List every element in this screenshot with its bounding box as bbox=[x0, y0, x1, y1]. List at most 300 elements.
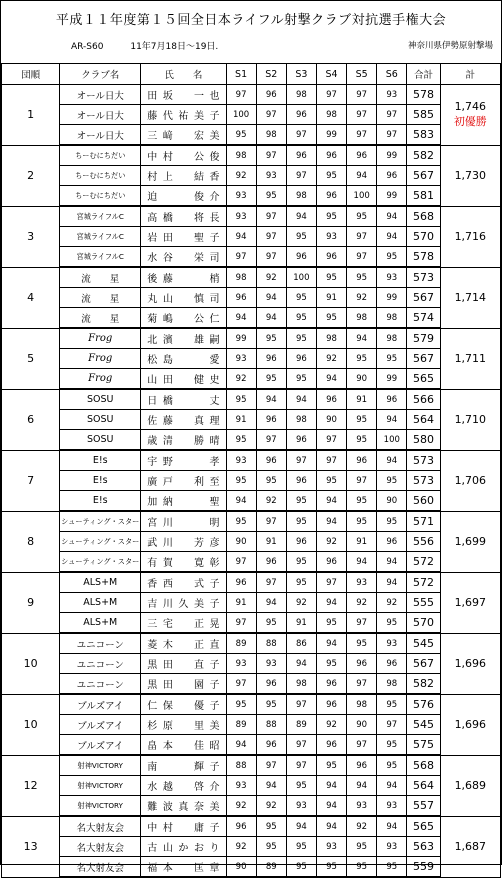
series-score: 92 bbox=[256, 796, 286, 817]
shooter-name: 杉原 里美 bbox=[141, 715, 226, 735]
series-score: 93 bbox=[377, 633, 407, 654]
club-name: 射神VICTORY bbox=[60, 776, 141, 796]
series-score: 97 bbox=[256, 572, 286, 593]
series-score: 96 bbox=[316, 735, 346, 756]
series-score: 91 bbox=[286, 613, 316, 634]
series-score: 95 bbox=[377, 511, 407, 532]
series-score: 97 bbox=[316, 430, 346, 451]
series-score: 91 bbox=[347, 389, 377, 410]
page-title: 平成１１年度第１５回全日本ライフル射撃クラブ対抗選手権大会 bbox=[55, 13, 447, 28]
shooter-total: 570 bbox=[407, 227, 440, 247]
shooter-name: 黒田 直子 bbox=[141, 654, 226, 674]
team-total-cell bbox=[440, 633, 500, 694]
table-row bbox=[2, 613, 501, 634]
series-score: 94 bbox=[286, 654, 316, 674]
series-score: 92 bbox=[226, 837, 256, 857]
series-score: 95 bbox=[226, 125, 256, 146]
shooter-name: 中村 公俊 bbox=[141, 145, 226, 166]
series-score: 96 bbox=[256, 410, 286, 430]
series-score: 95 bbox=[316, 308, 346, 329]
series-score: 96 bbox=[286, 532, 316, 552]
series-score: 95 bbox=[256, 471, 286, 491]
shooter-total: 557 bbox=[407, 796, 440, 817]
team-rank: 1 bbox=[2, 85, 60, 146]
shooter-name: 村上 結香 bbox=[141, 166, 226, 186]
series-score: 93 bbox=[286, 796, 316, 817]
club-name: ユニコーン bbox=[60, 654, 141, 674]
series-score: 93 bbox=[226, 654, 256, 674]
series-score: 96 bbox=[316, 694, 346, 715]
series-score: 97 bbox=[347, 613, 377, 634]
table-row bbox=[2, 450, 501, 471]
series-score: 91 bbox=[347, 532, 377, 552]
table-row bbox=[2, 410, 501, 430]
club-name: 流 星 bbox=[60, 288, 141, 308]
col-header: S6 bbox=[377, 64, 407, 85]
club-name: Frog bbox=[60, 369, 141, 390]
series-score: 97 bbox=[377, 125, 407, 146]
series-score: 98 bbox=[377, 328, 407, 349]
shooter-name: 古山かおり bbox=[141, 837, 226, 857]
series-score: 96 bbox=[316, 674, 346, 695]
series-score: 95 bbox=[256, 837, 286, 857]
series-score: 97 bbox=[316, 572, 346, 593]
shooter-name: 北濱 雄嗣 bbox=[141, 328, 226, 349]
series-score: 94 bbox=[377, 572, 407, 593]
series-score: 92 bbox=[347, 816, 377, 837]
team-rank: 8 bbox=[2, 511, 60, 572]
shooter-total: 565 bbox=[407, 816, 440, 837]
shooter-name: 水谷 栄司 bbox=[141, 247, 226, 268]
first-win-note: 初優勝 bbox=[453, 115, 487, 129]
shooter-name: 宮川 明 bbox=[141, 511, 226, 532]
series-score: 100 bbox=[226, 105, 256, 125]
shooter-total: 564 bbox=[407, 410, 440, 430]
series-score: 92 bbox=[377, 593, 407, 613]
series-score: 99 bbox=[316, 125, 346, 146]
series-score: 94 bbox=[377, 410, 407, 430]
series-score: 99 bbox=[377, 288, 407, 308]
team-total: 1,730 bbox=[454, 169, 487, 182]
series-score: 93 bbox=[226, 776, 256, 796]
club-name: E!s bbox=[60, 450, 141, 471]
series-score: 97 bbox=[256, 227, 286, 247]
series-score: 95 bbox=[316, 471, 346, 491]
shooter-total: 580 bbox=[407, 430, 440, 451]
shooter-total: 578 bbox=[407, 247, 440, 268]
shooter-name: 山田 健史 bbox=[141, 369, 226, 390]
club-name: オール日大 bbox=[60, 125, 141, 146]
col-header: S3 bbox=[286, 64, 316, 85]
series-score: 98 bbox=[377, 674, 407, 695]
series-score: 97 bbox=[226, 247, 256, 268]
shooter-name: 菱木 正直 bbox=[141, 633, 226, 654]
series-score: 98 bbox=[347, 694, 377, 715]
series-score: 93 bbox=[226, 206, 256, 227]
table-row bbox=[2, 552, 501, 573]
table-row bbox=[2, 837, 501, 857]
series-score: 93 bbox=[377, 796, 407, 817]
series-score: 96 bbox=[347, 654, 377, 674]
table-row bbox=[2, 593, 501, 613]
club-name: Frog bbox=[60, 349, 141, 369]
shooter-total: 568 bbox=[407, 206, 440, 227]
event-info bbox=[71, 39, 218, 52]
col-header: S5 bbox=[347, 64, 377, 85]
series-score: 95 bbox=[347, 267, 377, 288]
club-name: ALS+M bbox=[60, 572, 141, 593]
table-row bbox=[2, 328, 501, 349]
series-score: 93 bbox=[226, 186, 256, 207]
series-score: 93 bbox=[347, 796, 377, 817]
series-score: 95 bbox=[226, 511, 256, 532]
series-score: 94 bbox=[316, 796, 346, 817]
club-name: E!s bbox=[60, 491, 141, 512]
series-score: 95 bbox=[377, 247, 407, 268]
shooter-name: 日橋 丈 bbox=[141, 389, 226, 410]
series-score: 95 bbox=[347, 410, 377, 430]
shooter-total: 582 bbox=[407, 145, 440, 166]
series-score: 98 bbox=[256, 125, 286, 146]
club-name: E!s bbox=[60, 471, 141, 491]
series-score: 94 bbox=[347, 328, 377, 349]
club-name: 名大射友会 bbox=[60, 857, 141, 878]
series-score: 91 bbox=[226, 593, 256, 613]
club-name: SOSU bbox=[60, 389, 141, 410]
series-score: 96 bbox=[286, 247, 316, 268]
club-name: ブルズアイ bbox=[60, 715, 141, 735]
series-score: 99 bbox=[377, 369, 407, 390]
series-score: 90 bbox=[316, 410, 346, 430]
shooter-name: 黒田 園子 bbox=[141, 674, 226, 695]
shooter-total: 574 bbox=[407, 308, 440, 329]
club-name: 宮城ライフルC bbox=[60, 247, 141, 268]
club-name: Frog bbox=[60, 328, 141, 349]
shooter-name: 田坂 一也 bbox=[141, 85, 226, 105]
table-row bbox=[2, 674, 501, 695]
series-score: 98 bbox=[316, 328, 346, 349]
team-rank: 9 bbox=[2, 572, 60, 633]
table-row bbox=[2, 389, 501, 410]
club-name: ブルズアイ bbox=[60, 694, 141, 715]
series-score: 95 bbox=[226, 471, 256, 491]
shooter-name: 藤代祐美子 bbox=[141, 105, 226, 125]
series-score: 93 bbox=[316, 227, 346, 247]
series-score: 98 bbox=[286, 410, 316, 430]
table-row bbox=[2, 857, 501, 878]
series-score: 92 bbox=[316, 349, 346, 369]
club-name: オール日大 bbox=[60, 105, 141, 125]
series-score: 96 bbox=[286, 145, 316, 166]
table-row bbox=[2, 125, 501, 146]
series-score: 97 bbox=[226, 613, 256, 634]
series-score: 92 bbox=[226, 166, 256, 186]
series-score: 96 bbox=[316, 389, 346, 410]
table-row bbox=[2, 288, 501, 308]
shooter-total: 571 bbox=[407, 511, 440, 532]
series-score: 94 bbox=[377, 776, 407, 796]
table-row bbox=[2, 816, 501, 837]
series-score: 92 bbox=[226, 369, 256, 390]
shooter-name: 加納 聖 bbox=[141, 491, 226, 512]
table-row bbox=[2, 145, 501, 166]
series-score: 95 bbox=[286, 491, 316, 512]
table-row bbox=[2, 491, 501, 512]
series-score: 90 bbox=[377, 491, 407, 512]
shooter-name: 福本 匡章 bbox=[141, 857, 226, 878]
shooter-total: 582 bbox=[407, 674, 440, 695]
series-score: 92 bbox=[316, 532, 346, 552]
club-name: シューティング・スター bbox=[60, 511, 141, 532]
series-score: 95 bbox=[347, 349, 377, 369]
series-score: 96 bbox=[377, 389, 407, 410]
col-header: 計 bbox=[440, 64, 500, 85]
series-score: 94 bbox=[347, 166, 377, 186]
club-name: 宮城ライフルC bbox=[60, 206, 141, 227]
series-score: 98 bbox=[226, 267, 256, 288]
series-score: 95 bbox=[377, 735, 407, 756]
shooter-name: 吉川久美子 bbox=[141, 593, 226, 613]
club-name: 宮城ライフルC bbox=[60, 227, 141, 247]
series-score: 97 bbox=[226, 552, 256, 573]
event-code: AR-S60 bbox=[71, 42, 104, 52]
table-row bbox=[2, 308, 501, 329]
series-score: 97 bbox=[256, 247, 286, 268]
col-header: S1 bbox=[226, 64, 256, 85]
series-score: 94 bbox=[316, 491, 346, 512]
team-rank: 12 bbox=[2, 755, 60, 816]
series-score: 95 bbox=[347, 491, 377, 512]
series-score: 96 bbox=[347, 145, 377, 166]
series-score: 97 bbox=[347, 735, 377, 756]
team-total: 1,710 bbox=[454, 413, 487, 426]
series-score: 94 bbox=[377, 206, 407, 227]
team-total: 1,696 bbox=[454, 657, 487, 670]
club-name: 名大射友会 bbox=[60, 837, 141, 857]
shooter-total: 585 bbox=[407, 105, 440, 125]
table-row bbox=[2, 776, 501, 796]
series-score: 94 bbox=[316, 511, 346, 532]
series-score: 94 bbox=[316, 816, 346, 837]
shooter-name: 畠本 佳昭 bbox=[141, 735, 226, 756]
club-name: オール日大 bbox=[60, 85, 141, 105]
series-score: 94 bbox=[377, 816, 407, 837]
series-score: 96 bbox=[377, 532, 407, 552]
series-score: 91 bbox=[226, 410, 256, 430]
table-row bbox=[2, 654, 501, 674]
table-row bbox=[2, 369, 501, 390]
shooter-total: 581 bbox=[407, 186, 440, 207]
series-score: 97 bbox=[256, 105, 286, 125]
shooter-name: 宇野 孝 bbox=[141, 450, 226, 471]
series-score: 94 bbox=[316, 369, 346, 390]
series-score: 96 bbox=[286, 105, 316, 125]
series-score: 96 bbox=[256, 450, 286, 471]
club-name: ALS+M bbox=[60, 593, 141, 613]
table-row bbox=[2, 206, 501, 227]
series-score: 95 bbox=[226, 430, 256, 451]
series-score: 95 bbox=[347, 430, 377, 451]
series-score: 95 bbox=[316, 166, 346, 186]
series-score: 95 bbox=[286, 572, 316, 593]
table-row bbox=[2, 349, 501, 369]
team-rank: 5 bbox=[2, 328, 60, 389]
series-score: 95 bbox=[377, 755, 407, 776]
series-score: 96 bbox=[316, 247, 346, 268]
team-total-cell bbox=[440, 572, 500, 633]
shooter-name: 武川 芳彦 bbox=[141, 532, 226, 552]
series-score: 96 bbox=[316, 145, 346, 166]
shooter-name: 後藤 梢 bbox=[141, 267, 226, 288]
club-name: 射神VICTORY bbox=[60, 796, 141, 817]
series-score: 96 bbox=[347, 450, 377, 471]
series-score: 94 bbox=[377, 552, 407, 573]
series-score: 96 bbox=[256, 735, 286, 756]
series-score: 97 bbox=[316, 450, 346, 471]
shooter-total: 545 bbox=[407, 633, 440, 654]
team-rank: 10 bbox=[2, 694, 60, 755]
series-score: 95 bbox=[286, 328, 316, 349]
series-score: 95 bbox=[347, 857, 377, 878]
series-score: 95 bbox=[286, 776, 316, 796]
shooter-total: 572 bbox=[407, 552, 440, 573]
series-score: 100 bbox=[347, 186, 377, 207]
series-score: 92 bbox=[286, 593, 316, 613]
series-score: 91 bbox=[256, 532, 286, 552]
shooter-total: 545 bbox=[407, 715, 440, 735]
col-header: S2 bbox=[256, 64, 286, 85]
series-score: 95 bbox=[286, 288, 316, 308]
series-score: 96 bbox=[377, 166, 407, 186]
shooter-total: 555 bbox=[407, 593, 440, 613]
series-score: 95 bbox=[377, 349, 407, 369]
shooter-name: 仁保 優子 bbox=[141, 694, 226, 715]
shooter-name: 水越 啓介 bbox=[141, 776, 226, 796]
table-row bbox=[2, 471, 501, 491]
series-score: 95 bbox=[347, 206, 377, 227]
team-rank: 6 bbox=[2, 389, 60, 450]
series-score: 97 bbox=[347, 674, 377, 695]
col-header: 合計 bbox=[407, 64, 440, 85]
series-score: 95 bbox=[316, 613, 346, 634]
series-score: 100 bbox=[286, 267, 316, 288]
shooter-total: 573 bbox=[407, 471, 440, 491]
table-row bbox=[2, 430, 501, 451]
shooter-total: 573 bbox=[407, 450, 440, 471]
series-score: 97 bbox=[286, 694, 316, 715]
table-row bbox=[2, 166, 501, 186]
shooter-name: 菊嶋 公仁 bbox=[141, 308, 226, 329]
club-name: SOSU bbox=[60, 430, 141, 451]
series-score: 97 bbox=[347, 125, 377, 146]
shooter-total: 572 bbox=[407, 572, 440, 593]
series-score: 95 bbox=[377, 857, 407, 878]
series-score: 94 bbox=[256, 593, 286, 613]
team-total-cell bbox=[440, 450, 500, 511]
series-score: 95 bbox=[316, 267, 346, 288]
table-row bbox=[2, 186, 501, 207]
team-total-cell bbox=[440, 389, 500, 450]
col-header: 氏 名 bbox=[141, 64, 226, 85]
club-name: SOSU bbox=[60, 410, 141, 430]
shooter-name: 廣戸 利至 bbox=[141, 471, 226, 491]
team-total-cell bbox=[440, 328, 500, 389]
series-score: 95 bbox=[256, 186, 286, 207]
series-score: 98 bbox=[347, 308, 377, 329]
series-score: 97 bbox=[286, 450, 316, 471]
series-score: 97 bbox=[316, 85, 346, 105]
series-score: 95 bbox=[377, 613, 407, 634]
shooter-name: 迫 俊介 bbox=[141, 186, 226, 207]
shooter-name: 佐藤 真理 bbox=[141, 410, 226, 430]
series-score: 96 bbox=[286, 430, 316, 451]
col-header: クラブ名 bbox=[60, 64, 141, 85]
series-score: 90 bbox=[226, 532, 256, 552]
series-score: 95 bbox=[256, 328, 286, 349]
shooter-total: 573 bbox=[407, 267, 440, 288]
series-score: 95 bbox=[286, 369, 316, 390]
series-score: 97 bbox=[256, 206, 286, 227]
series-score: 94 bbox=[286, 389, 316, 410]
series-score: 94 bbox=[226, 491, 256, 512]
series-score: 97 bbox=[256, 430, 286, 451]
team-total-cell bbox=[440, 755, 500, 816]
series-score: 95 bbox=[286, 552, 316, 573]
series-score: 98 bbox=[377, 308, 407, 329]
club-name: ちーむにちだい bbox=[60, 186, 141, 207]
team-total: 1,697 bbox=[454, 596, 487, 609]
shooter-name: 高橋 将長 bbox=[141, 206, 226, 227]
series-score: 99 bbox=[377, 145, 407, 166]
shooter-total: 570 bbox=[407, 613, 440, 634]
series-score: 96 bbox=[226, 288, 256, 308]
series-score: 95 bbox=[256, 369, 286, 390]
series-score: 95 bbox=[286, 308, 316, 329]
series-score: 94 bbox=[316, 593, 346, 613]
series-score: 97 bbox=[256, 511, 286, 532]
shooter-total: 566 bbox=[407, 389, 440, 410]
series-score: 96 bbox=[316, 186, 346, 207]
club-name: シューティング・スター bbox=[60, 552, 141, 573]
series-score: 97 bbox=[347, 85, 377, 105]
series-score: 94 bbox=[316, 633, 346, 654]
shooter-total: 565 bbox=[407, 369, 440, 390]
shooter-total: 567 bbox=[407, 349, 440, 369]
series-score: 94 bbox=[286, 206, 316, 227]
series-score: 97 bbox=[286, 735, 316, 756]
series-score: 95 bbox=[316, 857, 346, 878]
table-row bbox=[2, 715, 501, 735]
series-score: 92 bbox=[316, 715, 346, 735]
series-score: 94 bbox=[347, 776, 377, 796]
series-score: 97 bbox=[347, 105, 377, 125]
series-score: 86 bbox=[286, 633, 316, 654]
venue: 神奈川県伊勢原射撃場 bbox=[407, 41, 493, 51]
series-score: 98 bbox=[316, 105, 346, 125]
series-score: 94 bbox=[256, 389, 286, 410]
table-row bbox=[2, 755, 501, 776]
series-score: 97 bbox=[226, 85, 256, 105]
table-row bbox=[2, 267, 501, 288]
series-score: 95 bbox=[347, 633, 377, 654]
team-rank: 7 bbox=[2, 450, 60, 511]
table-row bbox=[2, 796, 501, 817]
series-score: 95 bbox=[347, 511, 377, 532]
series-score: 95 bbox=[316, 654, 346, 674]
team-total: 1,711 bbox=[454, 352, 487, 365]
team-rank: 13 bbox=[2, 816, 60, 877]
shooter-name: 中村 庸子 bbox=[141, 816, 226, 837]
